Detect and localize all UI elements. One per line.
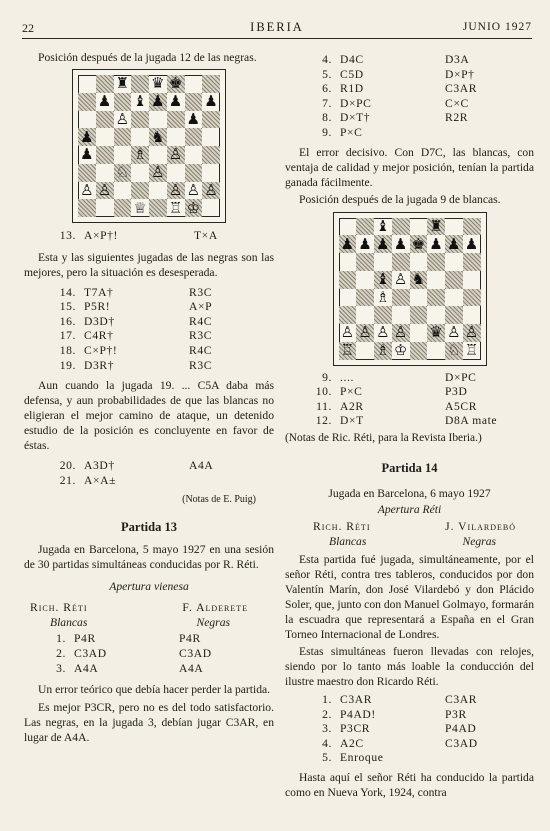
move-list-4 [310, 53, 510, 141]
black-player-name: J. Vilardebó [445, 519, 516, 533]
board-square [167, 164, 185, 182]
move-row [310, 385, 510, 400]
move-row [44, 662, 244, 677]
white-move: C4R† [84, 329, 114, 343]
chess-piece-square: ♖ [168, 198, 183, 217]
board-square [202, 111, 220, 129]
move-number: 14. [59, 285, 76, 299]
white-move: A2C [340, 736, 364, 750]
white-move: D×T† [340, 111, 371, 125]
move-number: 6. [322, 82, 332, 96]
board-square [339, 271, 357, 289]
chess-piece-square: ♛ [427, 324, 445, 342]
chess-piece-square: ♛ [151, 74, 165, 93]
black-move: C3AD [445, 736, 478, 750]
board-square [202, 75, 220, 93]
black-move: P3D [445, 385, 468, 399]
white-move: A×P†! [84, 229, 119, 242]
move-number: 4. [322, 53, 332, 66]
black-label: Negras [462, 534, 496, 548]
chess-piece-square: ♗ [131, 146, 149, 164]
chess-diagram-2 [334, 213, 486, 365]
commentary-paragraph-6: Esta partida fué jugada, simultáneamente, por el señor Réti, contra tres tableros, conducidos por don Valentín Marín, don José Vilardebó y don Plácido Soler, que, junto con don Manuel Golmayo, formarán la escuadra que representará a España en el Gran Torneo Internacional de Londres. [285, 552, 534, 641]
board-square [463, 271, 481, 289]
move-list-5 [310, 371, 510, 429]
white-move: A4A [74, 661, 99, 675]
commentary-paragraph-5: El error decisivo. Con D7C, las blancas, con ventaja de calidad y mejor posición, tenían la partida ganada fácilmente. [285, 145, 534, 189]
board-square [463, 218, 481, 236]
chess-piece-square: ♟ [97, 92, 112, 111]
white-move: A×A± [84, 473, 117, 487]
board-square [445, 253, 463, 271]
white-move: C3AR [340, 692, 373, 706]
board-square [445, 271, 463, 289]
opening-name-14: Apertura Réti [377, 502, 442, 516]
black-move [445, 751, 510, 766]
board-square [78, 199, 96, 217]
chess-piece-square: ♟ [204, 92, 218, 111]
chess-piece-square: ♟ [80, 145, 94, 164]
white-move: Enroque [340, 751, 384, 765]
move-number: 21. [59, 473, 76, 487]
chess-piece-square: ♜ [115, 74, 130, 93]
chess-piece-square: ♟ [374, 235, 392, 253]
move-number: 19. [59, 358, 76, 372]
chess-piece-square: ♙ [392, 324, 410, 342]
white-move: C×P†! [84, 343, 118, 357]
board-square [427, 289, 445, 307]
chess-piece-square: ♚ [410, 235, 428, 253]
chess-piece-square: ♕ [133, 198, 147, 217]
chess-piece-square: ♙ [80, 180, 94, 199]
white-move: P×C [340, 385, 363, 399]
chess-piece-square: ♟ [78, 128, 96, 146]
magazine-title: IBERIA [250, 20, 304, 34]
board-square [202, 164, 220, 182]
chess-piece-square: ♙ [167, 146, 185, 164]
board-square [427, 306, 445, 324]
board-square [96, 164, 114, 182]
board-square [445, 218, 463, 236]
chess-piece-square: ♙ [167, 182, 185, 200]
black-move: C3AD [179, 646, 212, 660]
white-move: D×PC [340, 96, 372, 110]
move-number: 11. [316, 399, 332, 413]
black-move: A4A [189, 459, 214, 473]
move-number: 4. [322, 736, 332, 750]
move-number: 10. [315, 385, 332, 399]
move-row [54, 344, 254, 359]
move-row [310, 737, 510, 752]
chess-piece-square: ♟ [186, 109, 201, 128]
move-number: 17. [59, 329, 76, 343]
move-row [54, 286, 254, 301]
board-square [356, 271, 374, 289]
white-move: P4AD! [340, 707, 376, 721]
board-square [131, 182, 149, 200]
chess-piece-square: ♟ [168, 92, 183, 111]
black-move: C×C [445, 96, 469, 110]
move-number: 16. [59, 314, 76, 328]
move-row [54, 315, 254, 330]
move-number: 2. [322, 707, 332, 721]
move-row [310, 126, 510, 141]
black-move: P3R [445, 707, 467, 721]
board-square [96, 111, 114, 129]
white-player-name: Rich. Réti [313, 519, 371, 533]
move-row [310, 371, 510, 386]
move-list-2 [54, 459, 254, 488]
board-square [427, 271, 445, 289]
board-square [96, 146, 114, 164]
board-square [410, 306, 428, 324]
move-number: 1. [56, 632, 66, 646]
black-move: C3AR [445, 692, 478, 706]
chess-piece-square: ♙ [115, 109, 130, 128]
chess-diagram-1 [73, 70, 225, 222]
chess-piece-square: ♙ [463, 324, 481, 342]
black-move [189, 474, 254, 489]
move-row [310, 68, 510, 83]
chess-piece-square: ♙ [96, 182, 114, 200]
left-column [24, 50, 274, 745]
board-square [374, 306, 392, 324]
chess-piece-square: ♝ [374, 271, 392, 289]
white-move: P5R! [84, 300, 111, 314]
black-move: R3C [189, 285, 213, 299]
move-row [54, 300, 254, 315]
black-move: C3AR [445, 82, 478, 96]
chess-piece-square: ♙ [393, 270, 408, 289]
board-square [356, 289, 374, 307]
white-move: D3R† [84, 358, 115, 372]
board-square [392, 306, 410, 324]
board-square [339, 289, 357, 307]
white-move: D3D† [84, 314, 115, 328]
board-square [427, 253, 445, 271]
black-move: D×P† [445, 67, 475, 81]
move-number: 13. [59, 229, 76, 242]
white-label: Blancas [50, 616, 88, 630]
board-square [339, 218, 357, 236]
black-move: R3C [189, 329, 213, 343]
white-move: C5D [340, 67, 364, 81]
diagram-caption-2: Posición después de la jugada 9 de blancas. [299, 192, 501, 206]
diagram-caption-1: Posición después de la jugada 12 de las negras. [38, 51, 257, 64]
board-square [374, 253, 392, 271]
move-number: 2. [56, 646, 66, 660]
white-move: A3D† [84, 459, 115, 473]
board-square [114, 182, 132, 200]
board-square [78, 164, 96, 182]
move-row [310, 722, 510, 737]
board-square [356, 342, 374, 360]
commentary-paragraph-2: Aun cuando la jugada 19. ... C5A daba más defensa, y aun probabilidades de que las blancas no eligieran el mejor camino de ataque, un detenido estudio de la posición es concluyente en favor de éstas. [24, 379, 274, 453]
chess-piece-square: ♙ [356, 324, 374, 342]
board-square [149, 199, 167, 217]
board-square [78, 93, 96, 111]
board-square [445, 289, 463, 307]
chess-piece-square: ♟ [339, 235, 357, 253]
notes-credit-2: (Notas de Ric. Réti, para la Revista Iberia.) [285, 431, 482, 444]
board-square [114, 93, 132, 111]
board-square [96, 75, 114, 93]
game-title-13: Partida 13 [121, 520, 177, 535]
board-square [149, 146, 167, 164]
chess-piece-square: ♗ [374, 342, 392, 360]
chess-piece-square: ♟ [429, 234, 443, 253]
board-square [131, 75, 149, 93]
move-number: 3. [56, 661, 66, 675]
board-square [202, 146, 220, 164]
move-number: 9. [322, 125, 332, 139]
board-square [114, 146, 132, 164]
move-row [54, 329, 254, 344]
black-move: R2R [445, 111, 469, 125]
board-square [167, 128, 185, 146]
chess-piece-square: ♜ [427, 218, 445, 236]
move-number: 9. [322, 370, 332, 384]
board-square [392, 289, 410, 307]
board-square [410, 253, 428, 271]
board-square [339, 306, 357, 324]
white-move: .... [340, 370, 354, 384]
chess-piece-square: ♗ [376, 287, 390, 306]
board-square [427, 342, 445, 360]
board-square [131, 111, 149, 129]
commentary-paragraph-4: Es mejor P3CR, pero no es del todo satisfactorio. Las negras, en la jugada 3, debían jugar C3AR, en lugar de A4A. [24, 701, 274, 745]
chess-piece-square: ♟ [393, 234, 408, 253]
white-move: C3AD [74, 646, 107, 660]
black-move: D8A mate [445, 414, 498, 428]
black-move: R4C [189, 314, 213, 328]
board-square [96, 128, 114, 146]
black-move: A5CR [445, 399, 478, 413]
players-row-14 [285, 519, 534, 534]
board-square [167, 111, 185, 129]
black-move [445, 126, 510, 141]
board-square [356, 253, 374, 271]
move-row [310, 708, 510, 723]
move-number: 5. [322, 67, 332, 81]
board-square [78, 75, 96, 93]
black-label: Negras [196, 616, 230, 630]
chess-piece-square: ♙ [202, 182, 220, 200]
board-square [339, 253, 357, 271]
board-square [114, 199, 132, 217]
right-column [285, 53, 534, 800]
move-row [54, 459, 254, 474]
chess-piece-square: ♞ [410, 271, 428, 289]
chess-piece-square: ♚ [167, 75, 185, 93]
commentary-paragraph-7: Estas simultáneas fueron llevadas con relojes, siendo por lo tanto más loable la conducción del ilustre maestro don Ricardo Réti. [285, 644, 534, 688]
page-header [22, 20, 532, 39]
board-square [96, 199, 114, 217]
chess-piece-square: ♟ [445, 235, 463, 253]
move-number: 18. [59, 343, 76, 357]
board-square [356, 218, 374, 236]
move-row [54, 359, 254, 374]
board-square [410, 342, 428, 360]
game-13-intro: Jugada en Barcelona, 5 mayo 1927 en una sesión de 30 partidas simultáneas conducidas por R. Réti. [24, 543, 274, 572]
game-14-intro: Jugada en Barcelona, 6 mayo 1927 [328, 486, 491, 500]
board-square [202, 199, 220, 217]
board-square [131, 128, 149, 146]
white-player-name: Rich. Réti [30, 601, 88, 615]
colors-row-14 [285, 534, 534, 549]
white-move: D4C [340, 53, 364, 66]
move-list-3 [44, 632, 244, 676]
board-square [114, 128, 132, 146]
black-move: R4C [189, 343, 213, 357]
board-square [445, 306, 463, 324]
board-square [185, 128, 203, 146]
black-player-name: F. Alderete [182, 601, 248, 615]
notes-credit-1: (Notas de E. Puig) [182, 494, 256, 506]
board-square [131, 164, 149, 182]
chess-piece-square: ♖ [464, 341, 479, 360]
white-move: D×T [340, 414, 364, 428]
chess-piece-square: ♖ [339, 342, 357, 360]
chess-piece-square: ♔ [185, 199, 203, 217]
chess-piece-square: ♘ [445, 342, 463, 360]
board-square [356, 306, 374, 324]
chess-piece-square: ♝ [133, 92, 147, 111]
white-move: A2R [340, 399, 364, 413]
white-move: P3CR [340, 722, 371, 736]
move-row [310, 82, 510, 97]
white-label: Blancas [329, 534, 367, 548]
move-number: 5. [322, 751, 332, 765]
move-row [310, 751, 510, 766]
issue-date: JUNIO 1927 [462, 21, 532, 33]
board-square [410, 218, 428, 236]
board-square [185, 93, 203, 111]
page-number: 22 [22, 21, 34, 35]
game-title-14: Partida 14 [381, 460, 438, 475]
move-number: 8. [322, 111, 332, 125]
black-move: P4AD [445, 722, 477, 736]
black-move: P4R [179, 632, 201, 646]
white-move: R1D [340, 82, 364, 96]
move-list-6 [310, 693, 510, 766]
colors-row-13 [24, 615, 274, 630]
black-move: D×PC [445, 370, 477, 384]
move-row [44, 632, 244, 647]
board-square [185, 146, 203, 164]
move-number: 1. [322, 692, 332, 706]
chess-piece-square: ♙ [447, 323, 461, 342]
chess-piece-square: ♟ [464, 234, 479, 253]
chess-piece-square: ♙ [186, 180, 201, 199]
board-square [392, 218, 410, 236]
move-row [310, 400, 510, 415]
commentary-paragraph-3: Un error teórico que debía hacer perder la partida. [38, 683, 271, 697]
board-square [463, 289, 481, 307]
move-row [310, 53, 510, 68]
white-move: T7A† [84, 285, 114, 299]
chess-piece-square: ♘ [114, 164, 132, 182]
move-row [310, 693, 510, 708]
board-square [463, 253, 481, 271]
chess-piece-square: ♟ [358, 234, 372, 253]
move-number: 15. [59, 300, 76, 314]
white-move: P×C [340, 125, 363, 139]
move-row [310, 414, 510, 429]
move-row [310, 97, 510, 112]
chess-piece-square: ♙ [376, 323, 390, 342]
move-number: 20. [59, 459, 76, 473]
move-row [310, 111, 510, 126]
commentary-paragraph-8: Hasta aquí el señor Réti ha conducido la partida como en Nueva York, 1924, contra [285, 770, 534, 799]
players-row-13 [24, 600, 274, 615]
white-move: P4R [74, 632, 96, 646]
board-square [410, 289, 428, 307]
board-square [392, 253, 410, 271]
move-number: 7. [322, 96, 332, 110]
chess-piece-square: ♙ [340, 323, 355, 342]
chess-piece-square: ♙ [149, 164, 167, 182]
chess-piece-square: ♟ [149, 93, 167, 111]
black-move: T×A [194, 229, 218, 242]
move-row [44, 647, 244, 662]
board-square [202, 128, 220, 146]
chess-piece-square: ♔ [393, 341, 408, 360]
board-square [185, 164, 203, 182]
black-move: R3C [189, 358, 213, 372]
chess-piece-square: ♞ [149, 128, 167, 146]
chess-piece-square: ♝ [376, 216, 390, 235]
move-row-13 [54, 229, 254, 244]
board-square [410, 324, 428, 342]
black-move: A4A [179, 661, 204, 675]
board-square [463, 306, 481, 324]
board-square [185, 75, 203, 93]
move-number: 12. [315, 414, 332, 428]
black-move: D3A [445, 53, 470, 66]
move-list-1 [54, 286, 254, 374]
move-number: 3. [322, 722, 332, 736]
board-square [149, 182, 167, 200]
board-square [78, 111, 96, 129]
opening-name-13: Apertura vienesa [109, 580, 189, 594]
move-row [54, 474, 254, 489]
commentary-paragraph-1: Esta y las siguientes jugadas de las negras son las mejores, pero la situación es desesperada. [24, 250, 274, 279]
board-square [149, 111, 167, 129]
black-move: A×P [189, 300, 213, 314]
